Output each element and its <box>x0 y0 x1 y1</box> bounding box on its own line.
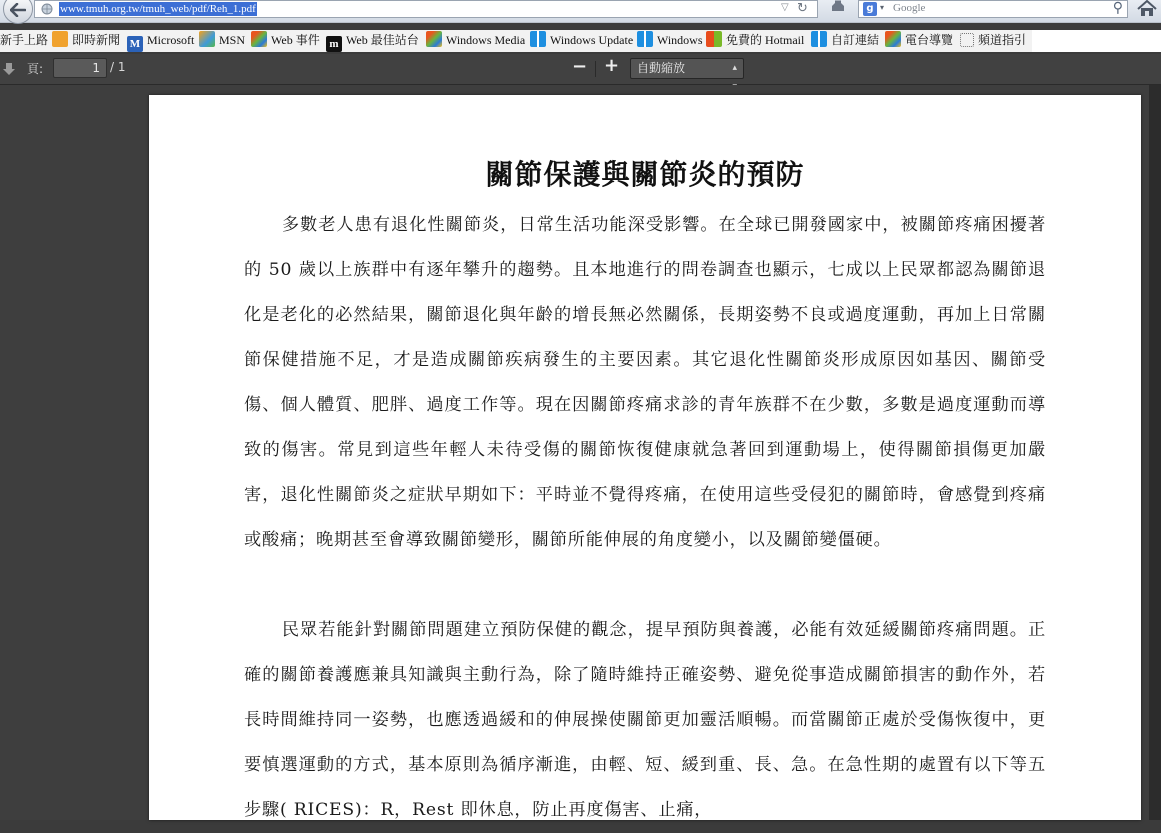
bookmark-label: MSN <box>219 33 246 47</box>
paragraph: 多數老人患有退化性關節炎，日常生活功能深受影響。在全球已開發國家中，被關節疼痛困擾著的 50 歲以上族群中有逐年攀升的趨勢。且本地進行的問卷調查也顯示，七成以上民眾都認為關節退化是老化的必然結果，關節退化與年齡的增長無必然關係，長期姿勢不良或過度運動，再加上日常關節保健措施不足，才是造成關節疾病發生的主要因素。其它退化性關節炎形成原因如基因、關節受傷、個人體質、肥胖、過度工作等。現在因關節疼痛求診的青年族群不在少數，多數是過度運動而導致的傷害。常見到這些年輕人未待受傷的關節恢復健康就急著回到運動場上，使得關節損傷更加嚴害，退化性關節炎之症狀早期如下：平時並不覺得疼痛，在使用這些受侵犯的關節時，會感覺到疼痛或酸痛；晚期甚至會導致關節變形，關節所能伸展的角度變小，以及關節變僵硬。 <box>244 215 1046 550</box>
download-arrow-icon[interactable] <box>2 62 16 76</box>
bookmark-label: Windows Update <box>550 33 634 47</box>
dotted-box-icon <box>960 33 974 47</box>
bookmark-custom-links[interactable] <box>811 30 879 52</box>
bookmarks-toolbar <box>0 30 1161 52</box>
bookmark-windows-update[interactable] <box>530 30 633 52</box>
bookmark-label: 電台導覽 <box>905 33 954 47</box>
windows-flag-icon <box>251 31 267 47</box>
navigation-bar <box>0 0 1161 23</box>
google-icon[interactable]: g <box>863 2 877 16</box>
history-dropdown-icon[interactable]: ▽ <box>781 2 789 13</box>
msn-m-icon: M <box>127 36 143 52</box>
bookmark-microsoft[interactable] <box>127 30 194 52</box>
zoom-select[interactable] <box>630 58 744 79</box>
page-total: / 1 <box>110 60 126 74</box>
search-icon[interactable]: ⚲ <box>1112 0 1123 16</box>
back-button[interactable] <box>3 0 33 24</box>
bookmark-label: Web 事件 <box>271 33 320 47</box>
search-engine-dropdown-icon[interactable]: ▾ <box>880 3 885 12</box>
page-label: 頁: <box>27 62 44 76</box>
paragraph: 民眾若能針對關節問題建立預防保健的觀念，提早預防與養護，必能有效延緩關節疼痛問題。正確的關節養護應兼具知識與主動行為，除了隨時維持正確姿勢、避免從事造成關節損害的動作外，若長時間維持同一姿勢，也應透過緩和的伸展操使關節更加靈活順暢。而當關節正處於受傷恢復中，更要慎選運動的方式，基本原則為循序漸進，由輕、短、緩到重、長、急。在急性期的處置有以下等五步驟( RICES)：R，Rest 即休息，防止再度傷害、止痛， <box>244 620 1046 820</box>
bookmark-getting-started[interactable] <box>0 30 48 52</box>
m-logo-icon: m <box>326 36 342 52</box>
back-arrow-icon <box>10 3 26 17</box>
msn-butterfly-icon <box>199 31 215 47</box>
reload-icon[interactable]: ↻ <box>797 1 808 16</box>
bookmark-radio-guide[interactable] <box>885 30 953 52</box>
pdf-viewer[interactable] <box>0 85 1161 820</box>
bookmark-msn[interactable] <box>199 30 245 52</box>
bookmark-channel-guide[interactable] <box>960 30 1026 52</box>
bookmark-news[interactable] <box>52 30 120 52</box>
url-text[interactable]: www.tmuh.org.tw/tmuh_web/pdf/Reh_1.pdf <box>60 3 256 15</box>
bookmark-best-sites[interactable] <box>326 30 419 52</box>
bookmark-star-icon <box>830 0 846 12</box>
zoom-out-button[interactable]: − <box>572 56 588 77</box>
zoom-separator <box>595 61 596 77</box>
rss-feed-icon <box>52 31 68 47</box>
bookmark-hotmail[interactable] <box>706 30 804 52</box>
bookmark-label: Web 最佳站台 <box>346 33 419 47</box>
document-title: 關節保護與關節炎的預防 <box>485 158 805 191</box>
zoom-in-button[interactable]: + <box>604 55 620 76</box>
bookmark-label: 新手上路 <box>0 33 49 47</box>
home-icon[interactable] <box>1134 0 1160 19</box>
bookmark-label: Windows Media <box>446 33 526 47</box>
windows-logo-icon <box>811 31 827 47</box>
bookmark-label: 頻道指引 <box>978 33 1027 47</box>
bookmarks-menu-button[interactable] <box>823 0 853 18</box>
windows-logo-icon <box>530 31 546 47</box>
bookmark-label: Microsoft <box>147 33 195 47</box>
pdf-toolbar <box>0 54 1161 85</box>
select-arrows-icon: ▴ <box>732 63 737 73</box>
pdf-page <box>149 95 1141 820</box>
viewer-scrollbar[interactable] <box>1149 85 1161 820</box>
windows-flag-icon <box>885 31 901 47</box>
search-placeholder[interactable]: Google <box>893 2 926 14</box>
windows-logo-icon <box>637 31 653 47</box>
url-bar[interactable] <box>34 0 818 18</box>
windows-color-icon <box>706 31 722 47</box>
bookmark-label: 即時新聞 <box>72 33 121 47</box>
globe-icon <box>41 3 53 15</box>
bookmark-label: 自訂連結 <box>831 33 880 47</box>
zoom-value: 自動縮放 <box>637 61 686 75</box>
search-bar[interactable] <box>858 0 1128 18</box>
bookmark-windows[interactable] <box>637 30 703 52</box>
bookmark-label: 免費的 Hotmail <box>726 33 805 47</box>
windows-flag-icon <box>426 31 442 47</box>
page-number-input[interactable]: 1 <box>53 58 107 78</box>
bookmark-label: Windows <box>657 33 703 47</box>
bookmark-web-events[interactable] <box>251 30 320 52</box>
bookmark-windows-media[interactable] <box>426 30 525 52</box>
bookmarks-overflow-area <box>1032 30 1161 52</box>
